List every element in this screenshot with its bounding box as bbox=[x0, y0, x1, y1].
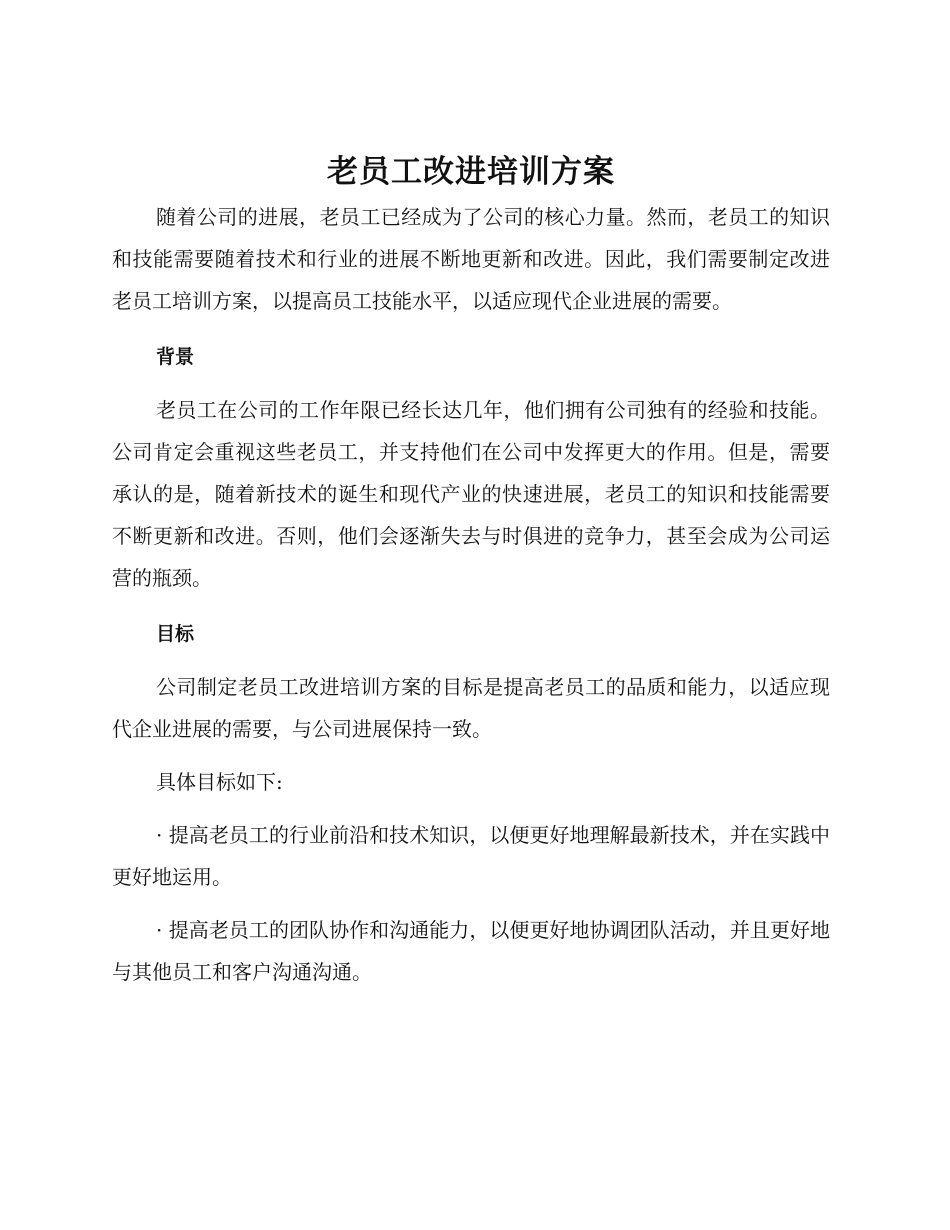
background-paragraph: 老员工在公司的工作年限已经长达几年，他们拥有公司独有的经验和技能。公司肯定会重视这些老员工，并支持他们在公司中发挥更大的作用。但是，需要承认的是，随着新技术的诞生和现代产业的快速进展，老员工的知识和技能需要不断更新和改进。否则，他们会逐渐失去与时俱进的竞争力，甚至会成为公司运营的瓶颈。 bbox=[112, 398, 830, 590]
section-heading-background: 背景 bbox=[156, 346, 195, 368]
goals-list-intro: 具体目标如下: bbox=[156, 770, 283, 794]
intro-paragraph: 随着公司的进展，老员工已经成为了公司的核心力量。然而，老员工的知识和技能需要随着技术和行业的进展不断地更新和改进。因此，我们需要制定改进老员工培训方案，以提高员工技能水平，以适应现代企业进展的需要。 bbox=[112, 205, 830, 313]
goal-bullet-item: · 提高老员工的团队协作和沟通能力，以便更好地协调团队活动，并且更好地与其他员工和客户沟通沟通。 bbox=[112, 918, 830, 984]
goals-paragraph: 公司制定老员工改进培训方案的目标是提高老员工的品质和能力，以适应现代企业进展的需要，与公司进展保持一致。 bbox=[112, 675, 830, 741]
goal-bullet-item: · 提高老员工的行业前沿和技术知识，以便更好地理解最新技术，并在实践中更好地运用。 bbox=[112, 823, 830, 889]
document-body bbox=[112, 150, 830, 993]
section-heading-goals: 目标 bbox=[156, 623, 195, 645]
document-title: 老员工改进培训方案 bbox=[327, 154, 615, 190]
